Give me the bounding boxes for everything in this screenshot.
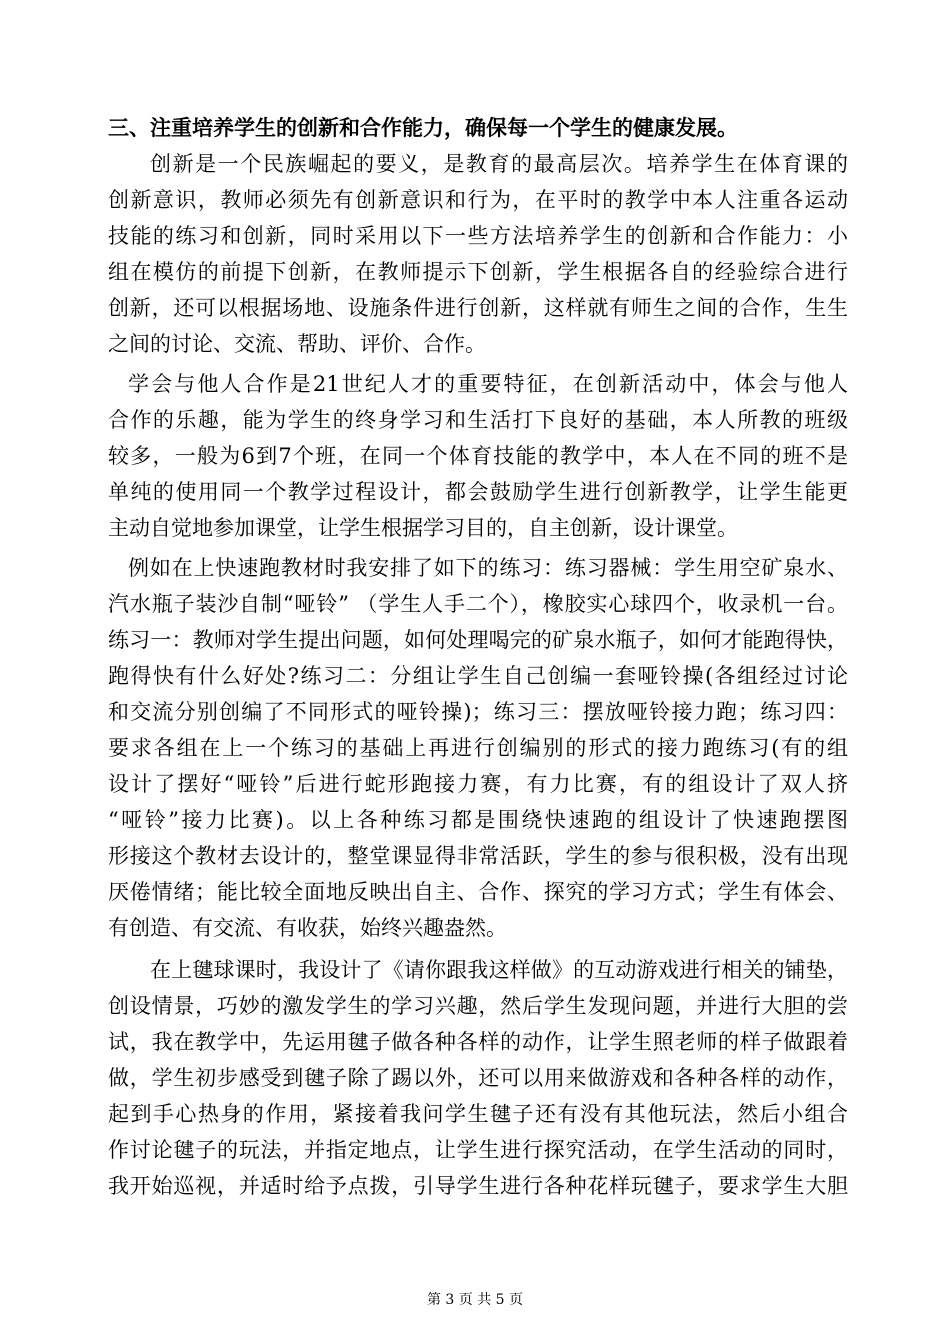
paragraph-line: 汽水瓶子装沙自制“哑铃” （学生人手二个），橡胶实心球四个，收录机一台。	[108, 592, 848, 616]
paragraph-line: 起到手心热身的作用，紧接着我问学生毽子还有没有其他玩法，然后小组合	[108, 1102, 848, 1126]
paragraph-line: 做，学生初步感受到毽子除了踢以外，还可以用来做游戏和各种各样的动作，	[108, 1066, 848, 1090]
paragraph-line: 组在模仿的前提下创新，在教师提示下创新，学生根据各自的经验综合进行	[108, 260, 848, 284]
paragraph-line: 创新，还可以根据场地、设施条件进行创新，这样就有师生之间的合作，生生	[108, 296, 848, 320]
paragraph-line: 较多，一般为6到7个班，在同一个体育技能的教学中，本人在不同的班不是	[108, 444, 848, 468]
paragraph-line: “哑铃”接力比赛)。以上各种练习都是围绕快速跑的组设计了快速跑摆图	[108, 808, 848, 832]
paragraph-line: 创设情景，巧妙的激发学生的学习兴趣，然后学生发现问题，并进行大胆的尝	[108, 994, 848, 1018]
paragraph-line: 我开始巡视，并适时给予点拨，引导学生进行各种花样玩毽子，要求学生大胆	[108, 1174, 848, 1198]
paragraph-line: 设计了摆好“哑铃”后进行蛇形跑接力赛，有力比赛，有的组设计了双人挤	[108, 772, 848, 796]
paragraph-line: 例如在上快速跑教材时我安排了如下的练习：练习器械：学生用空矿泉水、	[128, 556, 848, 580]
page-footer: 第 3 页 共 5 页	[426, 1292, 524, 1308]
section-heading: 三、注重培养学生的创新和合作能力，确保每一个学生的健康发展。	[108, 115, 738, 140]
paragraph-line: 创新是一个民族崛起的要义，是教育的最高层次。培养学生在体育课的	[150, 152, 848, 176]
paragraph-line: 合作的乐趣，能为学生的终身学习和生活打下良好的基础，本人所教的班级	[108, 408, 848, 432]
paragraph-line: 试，我在教学中，先运用毽子做各种各样的动作，让学生照老师的样子做跟着	[108, 1030, 848, 1054]
paragraph-line: 和交流分别创编了不同形式的哑铃操)；练习三：摆放哑铃接力跑；练习四：	[108, 700, 848, 724]
paragraph-line: 之间的讨论、交流、帮助、评价、合作。	[108, 332, 486, 356]
paragraph-line: 单纯的使用同一个教学过程设计，都会鼓励学生进行创新教学，让学生能更	[108, 480, 848, 504]
paragraph-line: 主动自觉地参加课堂，让学生根据学习目的，自主创新，设计课堂。	[108, 516, 738, 540]
paragraph-line: 技能的练习和创新，同时采用以下一些方法培养学生的创新和合作能力：小	[108, 224, 848, 248]
paragraph-line: 跑得快有什么好处?练习二：分组让学生自己创编一套哑铃操(各组经过讨论	[108, 664, 848, 688]
paragraph-line: 练习一：教师对学生提出问题，如何处理喝完的矿泉水瓶子，如何才能跑得快，	[108, 628, 848, 652]
paragraph-line: 作讨论毽子的玩法，并指定地点，让学生进行探究活动，在学生活动的同时，	[108, 1138, 848, 1162]
paragraph-line: 厌倦情绪；能比较全面地反映出自主、合作、探究的学习方式；学生有体会、	[108, 880, 848, 904]
paragraph-line: 学会与他人合作是21世纪人才的重要特征，在创新活动中，体会与他人	[128, 372, 848, 396]
paragraph-line: 形接这个教材去设计的，整堂课显得非常活跃，学生的参与很积极，没有出现	[108, 844, 848, 868]
paragraph-line: 有创造、有交流、有收获，始终兴趣盎然。	[108, 916, 507, 940]
paragraph-line: 创新意识，教师必须先有创新意识和行为，在平时的教学中本人注重各运动	[108, 188, 848, 212]
paragraph-line: 要求各组在上一个练习的基础上再进行创编别的形式的接力跑练习(有的组	[108, 736, 848, 760]
paragraph-line: 在上毽球课时，我设计了《请你跟我这样做》的互动游戏进行相关的铺垫，	[150, 958, 848, 982]
